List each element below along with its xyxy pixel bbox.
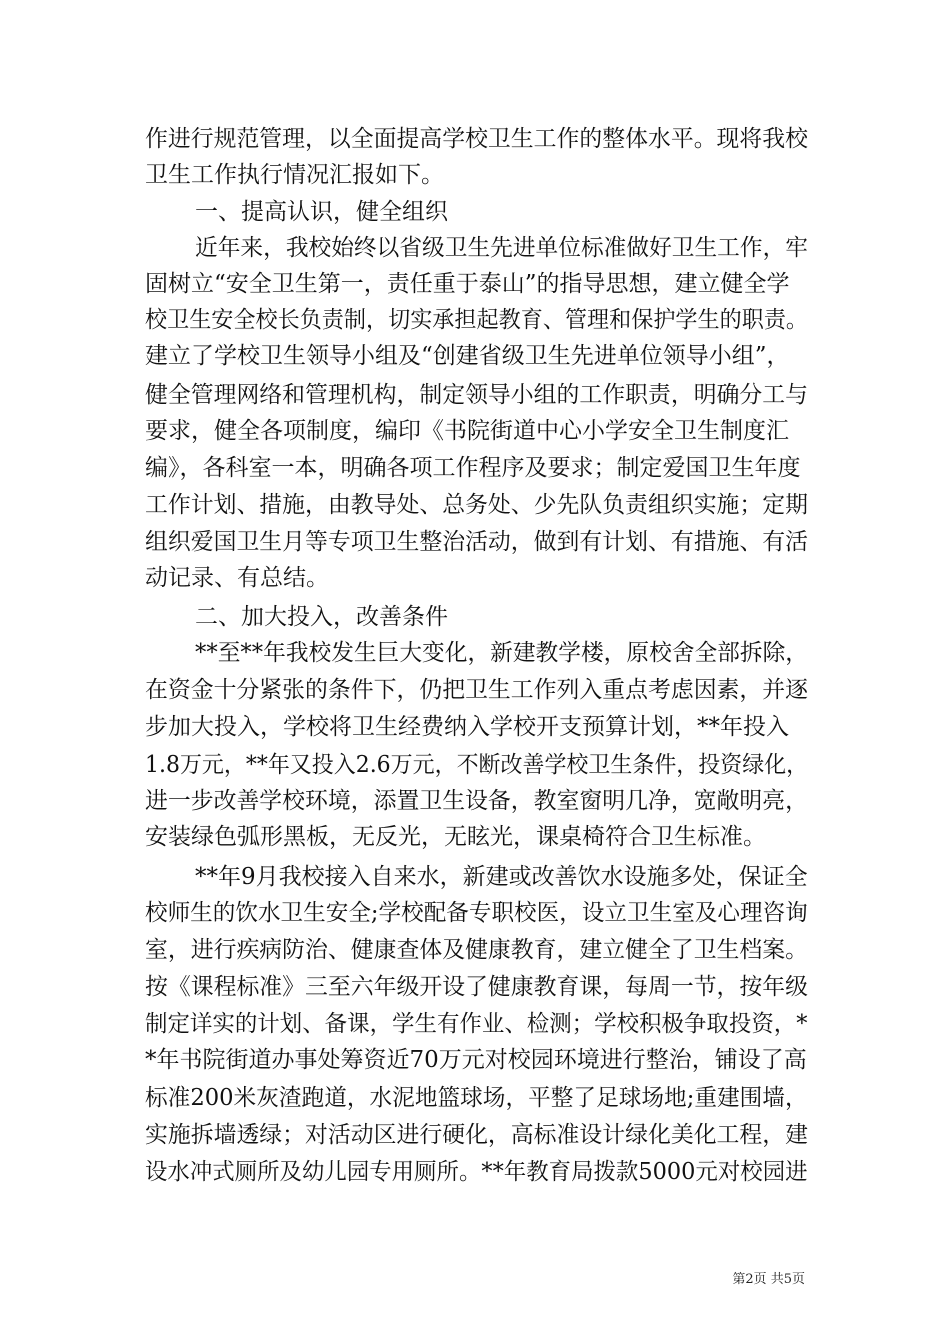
body-text-line: 组织爱国卫生月等专项卫生整治活动，做到有计划、有措施、有活 xyxy=(145,529,808,555)
body-text-line: 实施拆墙透绿；对活动区进行硬化，高标准设计绿化美化工程，建 xyxy=(145,1122,808,1148)
body-text-line: 工作计划、措施，由教导处、总务处、少先队负责组织实施；定期 xyxy=(145,492,808,518)
body-text-line: 制定详实的计划、备课，学生有作业、检测；学校积极争取投资，* xyxy=(145,1011,808,1037)
body-text-line: 进一步改善学校环境，添置卫生设备，教室窗明几净，宽敞明亮， xyxy=(145,788,808,814)
body-text-line: 近年来，我校始终以省级卫生先进单位标准做好卫生工作，牢 xyxy=(195,235,808,261)
body-text-line: 建立了学校卫生领导小组及“创建省级卫生先进单位领导小组”， xyxy=(145,343,790,369)
body-text-line: 按《课程标准》三至六年级开设了健康教育课，每周一节，按年级 xyxy=(145,974,808,1000)
body-text-line: 步加大投入，学校将卫生经费纳入学校开支预算计划，**年投入 xyxy=(145,714,789,740)
body-text-line: 室，进行疾病防治、健康查体及健康教育，建立健全了卫生档案。 xyxy=(145,937,808,963)
body-text-line: 要求，健全各项制度，编印《书院街道中心小学安全卫生制度汇 xyxy=(145,418,789,444)
body-text-line: 安装绿色弧形黑板，无反光，无眩光，课桌椅符合卫生标准。 xyxy=(145,824,766,850)
body-text-line: 标准200米灰渣跑道，水泥地篮球场，平整了足球场地;重建围墙， xyxy=(145,1085,808,1111)
page-number-footer: 第2页 共5页 xyxy=(732,1272,805,1287)
body-text-line: 校卫生安全校长负责制，切实承担起教育、管理和保护学生的职责。 xyxy=(145,307,809,333)
body-text-line: *年书院街道办事处筹资近70万元对校园环境进行整治，铺设了高 xyxy=(145,1047,807,1073)
body-text-line: 固树立“安全卫生第一，责任重于泰山”的指导思想，建立健全学 xyxy=(145,271,790,297)
section-heading: 二、加大投入，改善条件 xyxy=(195,604,448,630)
body-text-line: 编》，各科室一本，明确各项工作程序及要求；制定爱国卫生年度 xyxy=(145,455,801,481)
body-text-line: 作进行规范管理，以全面提高学校卫生工作的整体水平。现将我校 xyxy=(145,126,808,152)
body-text-line: 校师生的饮水卫生安全;学校配备专职校医，设立卫生室及心理咨询 xyxy=(145,900,808,926)
body-text-line: 卫生工作执行情况汇报如下。 xyxy=(145,162,444,188)
body-text-line: 在资金十分紧张的条件下，仍把卫生工作列入重点考虑因素，并逐 xyxy=(145,677,808,703)
body-text-line: **年9月我校接入自来水，新建或改善饮水设施多处，保证全 xyxy=(195,864,808,890)
body-text-line: 设水冲式厕所及幼儿园专用厕所。**年教育局拨款5000元对校园进 xyxy=(145,1159,808,1185)
body-text-line: **至**年我校发生巨大变化，新建教学楼，原校舍全部拆除， xyxy=(195,640,808,666)
body-text-line: 动记录、有总结。 xyxy=(145,565,329,591)
body-text-line: 健全管理网络和管理机构，制定领导小组的工作职责，明确分工与 xyxy=(145,382,808,408)
body-text-line: 1.8万元，**年又投入2.6万元，不断改善学校卫生条件，投资绿化， xyxy=(145,752,809,778)
section-heading: 一、提高认识，健全组织 xyxy=(195,199,448,225)
